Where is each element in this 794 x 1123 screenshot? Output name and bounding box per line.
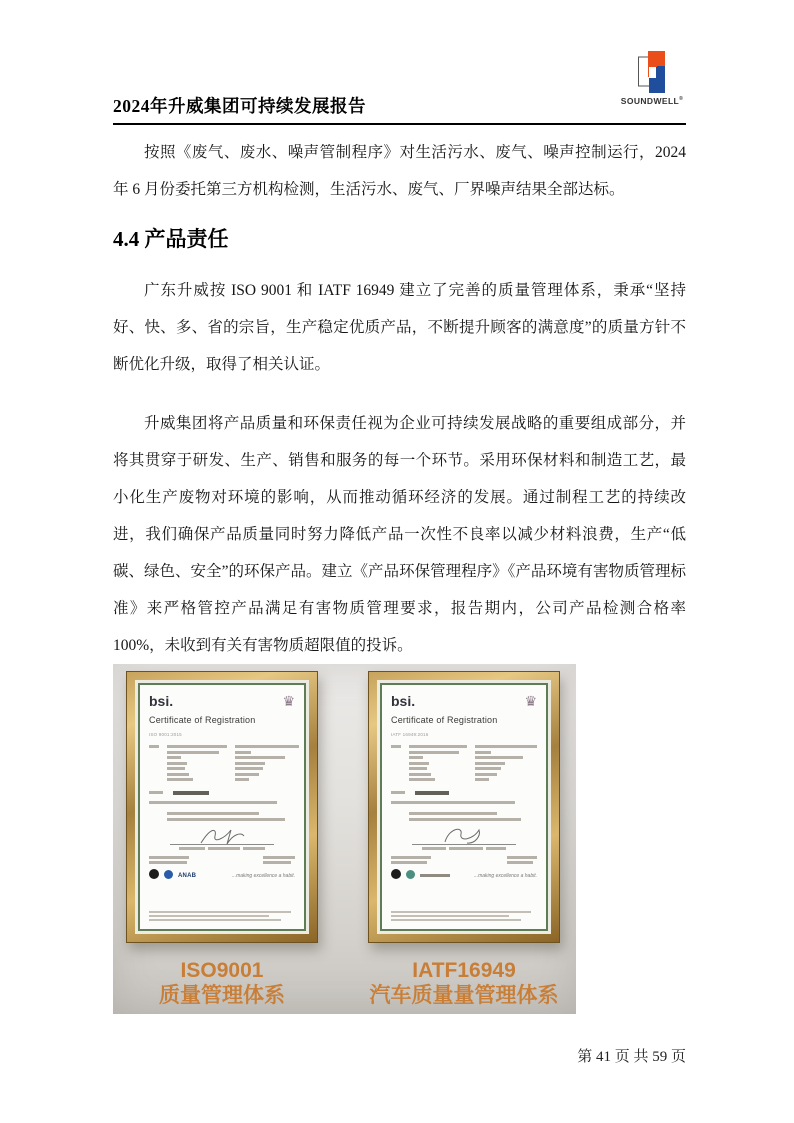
bsi-kitemark-icon <box>391 869 401 879</box>
iaf-logo-icon <box>164 870 173 879</box>
bsi-tagline: ...making excellence a habit. <box>231 873 295 879</box>
caption-iso9001 <box>159 958 285 1009</box>
footnote-placeholder <box>391 911 537 923</box>
registered-trademark-symbol: ® <box>679 96 684 103</box>
brand-name <box>616 96 688 106</box>
address-english-placeholder <box>475 745 537 784</box>
certificate-title: Certificate of Registration <box>149 715 256 725</box>
address-chinese-placeholder <box>409 745 467 784</box>
brand-text: SOUNDWELL <box>620 96 680 106</box>
section-heading-product-responsibility: 4.4 产品责任 <box>113 227 229 251</box>
bsi-logo: bsi. <box>149 693 174 709</box>
soundwell-logo-icon <box>637 50 667 94</box>
address-block <box>149 745 295 784</box>
gold-frame-left <box>126 671 318 943</box>
company-logo <box>616 50 688 106</box>
scope-detail-placeholder <box>409 812 537 823</box>
bsi-tagline: ...making excellence a habit. <box>473 873 537 879</box>
royal-crest-icon <box>524 694 537 708</box>
caption-system-name: 汽车质量量管理体系 <box>369 984 559 1007</box>
certificate-header <box>391 694 537 708</box>
bsi-kitemark-icon <box>149 869 159 879</box>
dates-block-placeholder <box>391 856 537 864</box>
footnote-placeholder <box>149 911 295 923</box>
certificate-header <box>149 694 295 708</box>
signature-zone <box>391 825 537 850</box>
crest-glyph: ♛ <box>282 693 295 709</box>
paragraph-quality-system: 广东升威按 ISO 9001 和 IATF 16949 建立了完善的质量管理体系，秉承“坚持好、快、多、省的宗旨，生产稳定优质产品，不断提升顾客的满意度”的质量方针不断优化升级，取得了相关认证。 <box>113 282 686 373</box>
scope-detail-placeholder <box>167 812 295 823</box>
signatory-name-placeholder <box>412 844 516 850</box>
anab-logo: ANAB <box>178 873 197 879</box>
certificate-title: Certificate of Registration <box>391 715 498 725</box>
bsi-certificate-iatf16949 <box>380 683 548 931</box>
accreditation-logos <box>149 869 295 879</box>
signature-zone <box>149 825 295 850</box>
bsi-certificate-iso9001 <box>138 683 306 931</box>
dates-block-placeholder <box>149 856 295 864</box>
certificate-number-placeholder <box>391 791 537 795</box>
address-label-placeholder <box>149 745 159 784</box>
gold-frame-right <box>368 671 560 943</box>
caption-standard-code: IATF16949 <box>412 959 516 982</box>
caption-iatf16949 <box>370 958 559 1009</box>
address-block <box>391 745 537 784</box>
header-divider <box>113 123 686 125</box>
page-number: 第 41 页 共 59 页 <box>577 1049 686 1065</box>
crest-glyph: ♛ <box>524 693 537 709</box>
bsi-logo: bsi. <box>391 693 416 709</box>
address-english-placeholder <box>235 745 299 784</box>
scope-line-placeholder <box>149 801 295 807</box>
certificate-number-placeholder <box>149 791 295 795</box>
certificate-standard: IATF 16949:2016 <box>391 732 429 737</box>
scope-line-placeholder <box>391 801 537 807</box>
signatory-name-placeholder <box>170 844 274 850</box>
paragraph-environment-monitoring: 按照《废气、废水、噪声管制程序》对生活污水、废气、噪声控制运行，2024 年 6 月份委托第三方机构检测，生活污水、废气、厂界噪声结果全部达标。 <box>113 144 686 198</box>
caption-standard-code: ISO9001 <box>180 959 264 982</box>
certificate-column-iso9001 <box>126 671 318 1014</box>
royal-crest-icon <box>282 694 295 708</box>
certificate-standard: ISO 9001:2015 <box>149 732 182 737</box>
accreditation-logos <box>391 869 537 879</box>
paragraph-quality-environment-strategy: 升威集团将产品质量和环保责任视为企业可持续发展战略的重要组成部分，并将其贯穿于研发、生产、销售和服务的每一个环节。采用环保材料和制造工艺，最小化生产废物对环境的影响，从而推动循环经济的发展。通过制程工艺的持续改进，我们确保产品质量同时努力降低产品一次性不良率以减少材料浪费，生产“低碳、绿色、安全”的环保产品。建立《产品环保管理程序》《产品环境有害物质管理标准》来严格管控产品满足有害物质管理要求，报告期内，公司产品检测合格率 100%，未收到有关有害物质超限值的投诉。 <box>113 415 686 654</box>
certificates-photo <box>113 664 576 1014</box>
certificate-column-iatf16949 <box>368 671 560 1014</box>
iatf-globe-icon <box>406 870 415 879</box>
report-title: 2024年升威集团可持续发展报告 <box>113 96 366 116</box>
article-body <box>113 131 686 1014</box>
address-label-placeholder <box>391 745 401 784</box>
date-line-placeholder <box>420 874 450 877</box>
address-chinese-placeholder <box>167 745 227 784</box>
caption-system-name: 质量管理体系 <box>159 984 285 1007</box>
